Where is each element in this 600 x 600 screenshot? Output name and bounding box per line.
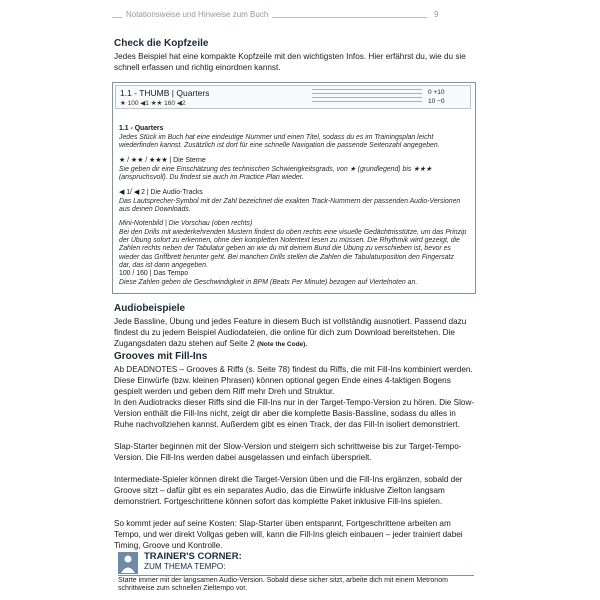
trainers-corner bbox=[118, 547, 474, 592]
header-title: Notationsweise und Hinweise zum Buch bbox=[126, 10, 269, 19]
box-item-title: Mini-Notenbild | Die Vorschau (oben rechts) bbox=[119, 220, 253, 227]
grooves-paragraph-3: Slap-Starter beginnen mit der Slow-Version und steigern sich schrittweise bis zur Target-Tempo-Version. Die Fill-Ins werden dabei ausgelassen und einfach übersprielt. bbox=[114, 442, 462, 462]
box-item-text: Sie geben dir eine Einschätzung des technischen Schwierigkeitsgrads, von ★ (grundlegend) bis ★★★ (anspruchsvoll). Du findest sie auch im Practice Plan wieder. bbox=[119, 166, 432, 182]
mini-stats: ★ 100 ◀1 ★★ 160 ◀2 bbox=[120, 100, 186, 107]
grooves-paragraph-5: So kommt jeder auf seine Kosten: Slap-Starter üben entspannt, Fortgeschrittene arbeiten am Tempo, und wer direkt Vollgas geben will, kann die Fill-Ins gleich einbauen – jeder trainiert dabei Timing, Groove und Kontrolle. bbox=[114, 519, 463, 550]
trainers-corner-label: TRAINER'S CORNER: bbox=[144, 551, 242, 562]
page-number: 9 bbox=[434, 10, 439, 19]
mini-fret-numbers-top: 0 +10 bbox=[428, 89, 445, 96]
box-item-text: Das Lautsprecher-Symbol mit der Zahl bezeichnet die exakten Track-Nummern der passenden Audio-Versionen aus deinen Downloads. bbox=[119, 198, 461, 214]
box-item-title: 100 / 160 | Das Tempo bbox=[119, 270, 189, 277]
box-item-text: Diese Zahlen geben die Geschwindigkeit in BPM (Beats Per Minute) bezogen auf Viertelnoten an. bbox=[119, 279, 418, 286]
header-rule-left bbox=[112, 17, 122, 18]
grooves-paragraph-4: Intermediate-Spieler können direkt die Target-Version üben und die Fill-Ins ergänzen, sobald der Groove sitzt – dafür gibt es ein separates Audio, das die Einwürfe inklusive Zielton langsam demonstriert. Fortgeschrittene können sofort das komplette Paket inklusive Fill-Ins spielen. bbox=[114, 475, 463, 506]
trainers-corner-subtitle: ZUM THEMA TEMPO: bbox=[144, 562, 226, 571]
box-item-title: ◀ 1/ ◀ 2 | Die Audio-Tracks bbox=[119, 189, 203, 196]
header-rule-right bbox=[272, 17, 427, 18]
trainers-corner-rule bbox=[118, 575, 474, 576]
mini-header-example bbox=[115, 85, 471, 109]
audio-text-body: Jede Bassline, Übung und jedes Feature in diesem Buch ist vollständig ausnotiert. Passend dazu findest du zu jedem Beispiel Audiodateien, die online für dich zum Download bereitstehen. Die Zugangsdaten dazu stehen auf Seite 2 bbox=[114, 317, 467, 348]
section-heading-kopfzeile: Check die Kopfzeile bbox=[114, 38, 209, 49]
box-item-title: 1.1 - Quarters bbox=[119, 125, 164, 132]
section-heading-grooves: Grooves mit Fill-Ins bbox=[114, 351, 208, 362]
note-the-code: (Note the Code). bbox=[256, 340, 308, 348]
box-item-text: Bei den Drills mit wiederkehrenden Mustern findest du oben rechts eine visuelle Gedächtnisstütze, um das Prinzip der Übung sofort zu erkennen, ohne den kompletten Notentext lesen zu müssen. Die Rhythmik wird gezeigt, die Zahlen rechts neben der Tabulatur geben an wie du mit deinem Bund die Übung zu verschieben ist, bevor es wieder das Griffbrett herunter geht. Bei manchen Drills stellen die Zahlen die Tabulaturposition den Fingersatz dar, das ist dann angegeben. bbox=[119, 229, 467, 269]
audio-text bbox=[114, 317, 476, 350]
grooves-paragraph-2: In den Audiotracks dieser Riffs sind die Fill-Ins nur in der Target-Tempo-Version zu hören. Die Slow-Version enthält die Fill-Ins nicht, zeigt dir aber die komplette Basis-Bassline, sodass du alles in Ruhe nachvollziehen kannst. Außerdem gibt es einen Track, der das Fill-In isoliert demonstriert. bbox=[114, 398, 475, 429]
box-item-text: Jedes Stück im Buch hat eine eindeutige Nummer und einen Titel, sodass du es im Trainingsplan leicht wiederfinden kannst. Zusätzlich ist dort für eine schnelle Navigation die passende Seitenzahl angegeben. bbox=[119, 134, 440, 150]
example-box bbox=[112, 82, 476, 294]
mini-title: 1.1 - THUMB | Quarters bbox=[120, 88, 210, 98]
section-heading-audio: Audiobeispiele bbox=[114, 303, 186, 314]
page-header bbox=[112, 8, 447, 22]
kopfzeile-intro: Jedes Beispiel hat eine kompakte Kopfzeile mit den wichtigsten Infos. Hier erfährst du, wie du sie schnell erfassen und richtig einordnen kannst. bbox=[114, 52, 466, 72]
mini-fret-numbers-bottom: 10 −0 bbox=[428, 98, 445, 105]
mini-staff-preview bbox=[312, 89, 422, 104]
trainer-icon bbox=[118, 552, 138, 574]
box-item-title: ★ / ★★ / ★★★ | Die Sterne bbox=[119, 157, 206, 164]
grooves-paragraph-1: Ab DEADNOTES – Grooves & Riffs (s. Seite 78) findest du Riffs, die mit Fill-Ins kombiniert werden. Diese Einwürfe (bzw. kleinen Phrasen) können optional gegen Ende eines 4-taktigen Bogens gespielt werden und geben dem Riff mehr Dreh und Struktur. bbox=[114, 365, 473, 396]
trainers-corner-text: Starte immer mit der langsamen Audio-Version. Sobald diese sicher sitzt, arbeite dich mit einem Metronom schrittweise zum schnellen Zieltempo vor. bbox=[118, 577, 448, 593]
